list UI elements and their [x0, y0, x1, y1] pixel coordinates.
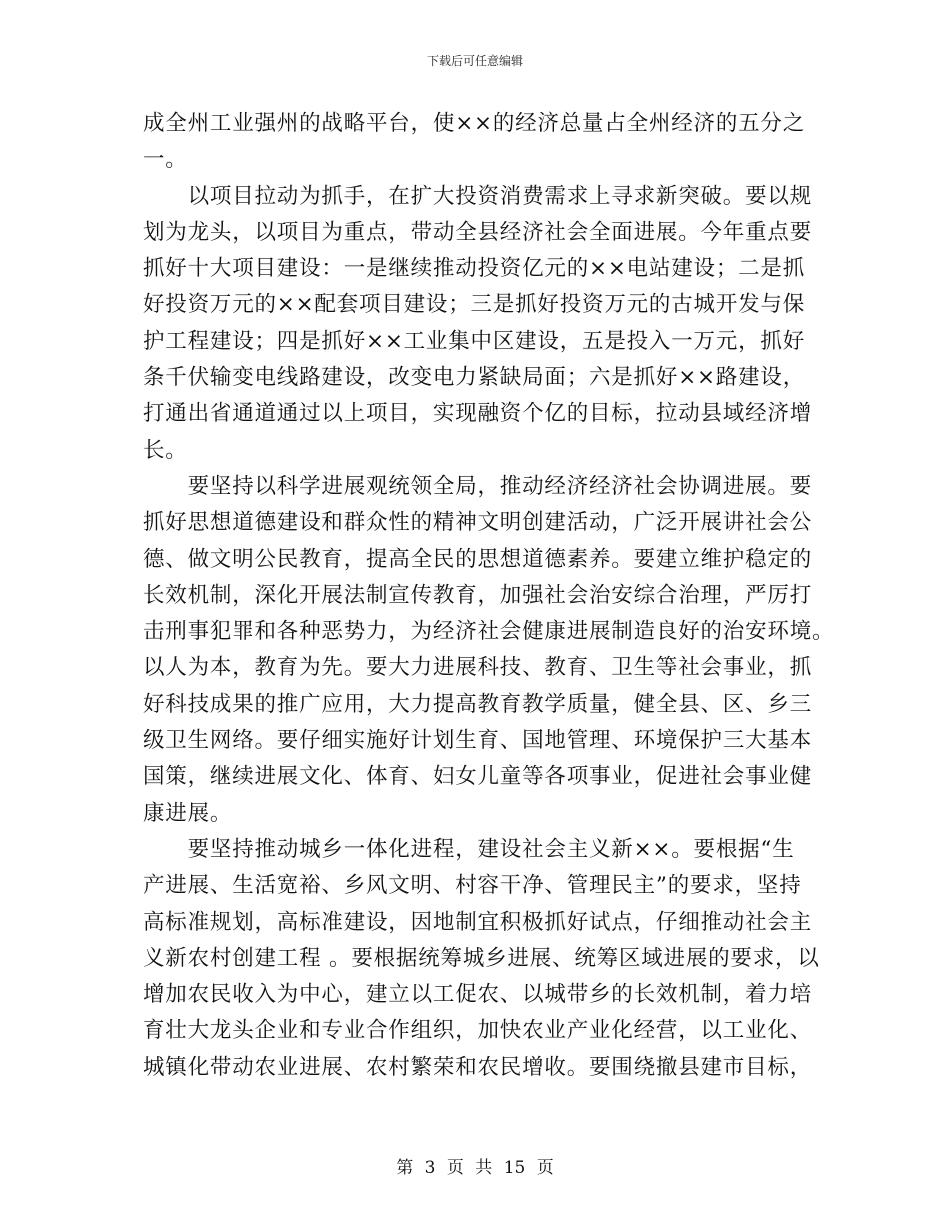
text-line: 要坚持以科学进展观统领全局，推动经济经济社会协调进展。要	[143, 473, 813, 499]
text-line: 高标准规划，高标准建设，因地制宜积极抓好试点，仔细推动社会主	[143, 909, 813, 935]
text-line: 抓好思想道德建设和群众性的精神文明创建活动，广泛开展讲社会公	[143, 510, 813, 536]
document-body	[143, 106, 835, 1086]
text-line: 义新农村创建工程 。要根据统筹城乡进展、统筹区域进展的要求，以	[143, 945, 820, 971]
text-line: 增加农民收入为中心，建立以工促农、以城带乡的长效机制，着力培	[143, 982, 813, 1008]
text-line: 抓好十大项目建设：一是继续推动投资亿元的××电站建设；二是抓	[143, 256, 806, 282]
text-line: 一。	[143, 147, 188, 173]
text-line: 级卫生网络。要仔细实施好计划生育、国地管理、环境保护三大基本	[143, 728, 813, 754]
text-line: 好科技成果的推广应用，大力提高教育教学质量，健全县、区、乡三	[143, 691, 813, 717]
text-line: 以项目拉动为抓手，在扩大投资消费需求上寻求新突破。要以规	[143, 183, 813, 209]
text-line: 康进展。	[143, 800, 233, 826]
text-line: 打通出省通道通过以上项目，实现融资个亿的目标，拉动县域经济增	[143, 401, 813, 427]
text-line: 要坚持推动城乡一体化进程，建设社会主义新××。要根据“生	[143, 836, 795, 862]
text-line: 以人为本，教育为先。要大力进展科技、教育、卫生等社会事业，抓	[143, 655, 813, 681]
text-line: 德、做文明公民教育，提高全民的思想道德素养。要建立维护稳定的	[143, 546, 813, 572]
text-line: 长。	[143, 437, 188, 463]
text-line: 产进展、生活宽裕、乡风文明、村容干净、管理民主”的要求，坚持	[143, 873, 802, 899]
text-line: 国策，继续进展文化、体育、妇女儿童等各项事业，促进社会事业健	[143, 764, 813, 790]
text-line: 成全州工业强州的战略平台，使××的经济总量占全州经济的五分之	[143, 111, 806, 136]
text-line: 护工程建设；四是抓好××工业集中区建设，五是投入一万元，抓好	[143, 328, 806, 354]
text-line: 好投资万元的××配套项目建设；三是抓好投资万元的古城开发与保	[143, 292, 806, 318]
text-line: 长效机制，深化开展法制宣传教育，加强社会治安综合治理，严厉打	[143, 582, 813, 608]
text-line: 划为龙头，以项目为重点，带动全县经济社会全面进展。今年重点要	[143, 219, 813, 245]
text-line: 条千伏输变电线路建设，改变电力紧缺局面；六是抓好××路建设，	[143, 365, 806, 391]
page-header: 下载后可任意编辑	[426, 54, 523, 68]
text-line: 击刑事犯罪和各种恶势力，为经济社会健康进展制造良好的治安环境。	[143, 619, 835, 645]
text-line: 城镇化带动农业进展、农村繁荣和农民增收。要围绕撤县建市目标，	[143, 1054, 813, 1080]
page-footer: 第 3 页 共 15 页	[396, 1158, 554, 1178]
text-line: 育壮大龙头企业和专业合作组织，加快农业产业化经营，以工业化、	[143, 1018, 813, 1044]
